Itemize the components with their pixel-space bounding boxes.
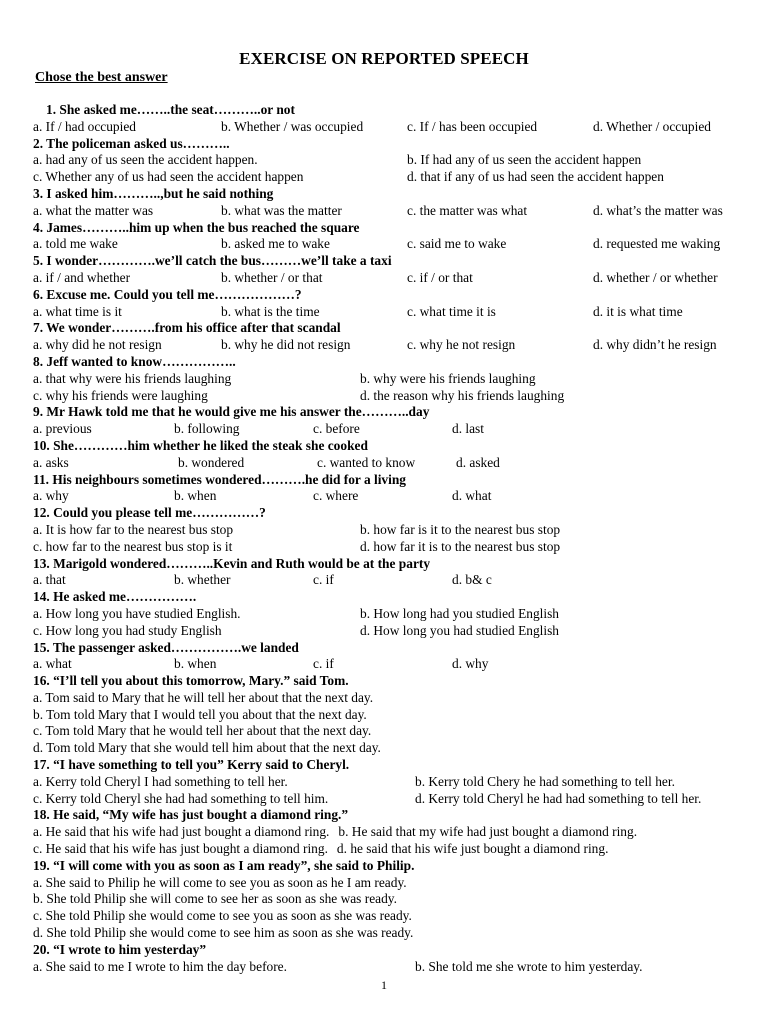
answer-row [33,455,753,472]
page-number: 1 [381,978,387,992]
answer-option: a. She said to Philip he will come to see you as soon as he I am ready. [33,874,407,890]
answer-option: b. asked me to wake [221,236,330,252]
answer-option: c. where [313,488,359,504]
answer-option: a. If / had occupied [33,118,136,134]
answer-option: c. before [313,421,360,437]
answer-row [33,388,753,405]
answer-option: a. what time is it [33,303,122,319]
answer-option: c. said me to wake [407,236,507,252]
answer-row [33,203,753,220]
answer-line [33,723,753,740]
answer-option: d. what [452,488,492,504]
answer-line [33,908,753,925]
answer-option: a. Tom said to Mary that he will tell her about that the next day. [33,689,374,705]
answer-option: b. whether [174,572,231,588]
answer-option: d. whether / or whether [593,269,718,285]
answer-option: c. why his friends were laughing [33,387,208,403]
question-16: 16. “I’ll tell you about this tomorrow, Mary.” said Tom. [33,673,349,689]
answer-option: a. She said to me I wrote to him the day before. [33,958,287,974]
question-11: 11. His neighbours sometimes wondered……….he did for a living [33,471,406,487]
question-18: 18. He said, “My wife has just bought a diamond ring.” [33,807,349,823]
answer-row [33,774,753,791]
answer-option: d. Tom told Mary that she would tell him about that the next day. [33,740,381,756]
answer-row [33,606,753,623]
answer-option: b. why were his friends laughing [360,370,536,386]
answer-option: c. if / or that [407,269,473,285]
answer-option: c. if [313,572,334,588]
page-title: EXERCISE ON REPORTED SPEECH [239,49,529,68]
answer-row [33,841,753,858]
answer-option: b. If had any of us seen the accident happen [407,152,642,168]
question-19: 19. “I will come with you as soon as I am ready”, she said to Philip. [33,857,415,873]
answer-option: b. what is the time [221,303,320,319]
answer-option: d. Whether / occupied [593,118,711,134]
answer-option: a. asks [33,454,69,470]
answer-option: d. b& c [452,572,492,588]
answer-row [33,572,753,589]
answer-row [33,656,753,673]
answer-option: b. She told me she wrote to him yesterday. [415,958,643,974]
answer-row [33,337,753,354]
answer-row [33,488,753,505]
answer-option: d. that if any of us had seen the accident happen [407,169,664,185]
question-15: 15. The passenger asked…………….we landed [33,639,299,655]
answer-option: b. when [174,656,217,672]
answer-option: b. Whether / was occupied [221,118,364,134]
answer-option: b. How long had you studied English [360,605,559,621]
answer-option: c. Kerry told Cheryl she had had something to tell him. [33,790,329,806]
answer-row [33,791,753,808]
answer-option: a. why did he not resign [33,337,162,353]
answer-option: d. it is what time [593,303,683,319]
answer-option: d. Kerry told Cheryl he had had something to tell her. [415,790,702,806]
question-10: 10. She…………him whether he liked the steak she cooked [33,437,368,453]
answer-option: b. why he did not resign [221,337,351,353]
instruction-heading: Chose the best answer [35,70,168,85]
question-14: 14. He asked me……………. [33,589,197,605]
answer-line [33,891,753,908]
answer-option: a. if / and whether [33,269,131,285]
answer-option: c. why he not resign [407,337,516,353]
answer-row [33,236,753,253]
answer-option: b. He said that my wife had just bought a diamond ring. [338,824,638,840]
question-20: 20. “I wrote to him yesterday” [33,941,207,957]
answer-option: a. that why were his friends laughing [33,370,232,386]
answer-row [33,169,753,186]
question-3: 3. I asked him………..,but he said nothing [33,185,274,201]
answer-line [33,707,753,724]
answer-option: b. how far is it to the nearest bus stop [360,521,561,537]
answer-option: a. that [33,572,66,588]
answer-option: c. wanted to know [317,454,416,470]
answer-option: a. told me wake [33,236,118,252]
answer-option: d. how far it is to the nearest bus stop [360,538,561,554]
answer-option: a. what the matter was [33,202,154,218]
answer-line [33,740,753,757]
answer-option: a. Kerry told Cheryl I had something to tell her. [33,773,288,789]
answer-option: d. he said that his wife just bought a diamond ring. [336,841,609,857]
answer-row [33,959,753,976]
answer-option: c. if [313,656,334,672]
answer-option: d. the reason why his friends laughing [360,387,565,403]
answer-option: a. had any of us seen the accident happen. [33,152,258,168]
question-12: 12. Could you please tell me……………? [33,505,266,521]
question-17: 17. “I have something to tell you” Kerry said to Cheryl. [33,757,350,773]
answer-row [33,824,753,841]
question-13: 13. Marigold wondered………..Kevin and Ruth would be at the party [33,555,431,571]
answer-option: d. last [452,421,484,437]
question-5: 5. I wonder………….we’ll catch the bus………we’ll take a taxi [33,253,392,269]
answer-line [33,690,753,707]
question-7: 7. We wonder……….from his office after that scandal [33,320,341,336]
answer-option: d. what’s the matter was [593,202,723,218]
answer-option: b. She told Philip she will come to see her as soon as she was ready. [33,891,397,907]
answer-option: a. It is how far to the nearest bus stop [33,521,234,537]
question-6: 6. Excuse me. Could you tell me………………? [33,286,302,302]
answer-option: d. why didn’t he resign [593,337,717,353]
answer-option: b. whether / or that [221,269,323,285]
question-list [33,102,753,975]
answer-option: d. why [452,656,489,672]
answer-row [33,539,753,556]
answer-row [33,522,753,539]
answer-option: c. Tom told Mary that he would tell her about that the next day. [33,723,372,739]
answer-option: a. How long you have studied English. [33,605,241,621]
answer-option: b. when [174,488,217,504]
answer-line [33,875,753,892]
answer-option: b. wondered [178,454,245,470]
answer-row [33,152,753,169]
answer-option: a. He said that his wife had just bought a diamond ring. [33,824,330,840]
answer-row [33,270,753,287]
answer-row [33,421,753,438]
answer-option: c. the matter was what [407,202,528,218]
answer-option: d. How long you had studied English [360,622,559,638]
question-8: 8. Jeff wanted to know…………….. [33,353,236,369]
question-2: 2. The policeman asked us……….. [33,135,230,151]
answer-option: d. requested me waking [593,236,721,252]
answer-option: a. why [33,488,69,504]
answer-option: c. She told Philip she would come to see you as soon as she was ready. [33,908,412,924]
answer-option: c. How long you had study English [33,622,222,638]
answer-row [33,371,753,388]
answer-option: a. previous [33,421,92,437]
answer-option: d. She told Philip she would come to see him as soon as she was ready. [33,925,414,941]
answer-option: b. what was the matter [221,202,342,218]
answer-option: b. following [174,421,240,437]
answer-row [33,119,753,136]
answer-option: c. If / has been occupied [407,118,538,134]
answer-option: b. Tom told Mary that I would tell you about that the next day. [33,706,367,722]
answer-option: c. He said that his wife has just bought a diamond ring. [33,841,328,857]
answer-option: d. asked [456,454,500,470]
answer-row [33,623,753,640]
answer-line [33,925,753,942]
question-1: 1. She asked me……..the seat………..or not [46,102,295,117]
answer-option: c. Whether any of us had seen the accident happen [33,169,304,185]
question-4: 4. James………..him up when the bus reached the square [33,219,360,235]
answer-option: c. what time it is [407,303,496,319]
answer-option: a. what [33,656,72,672]
answer-option: c. how far to the nearest bus stop is it [33,538,233,554]
answer-option: b. Kerry told Chery he had something to tell her. [415,773,675,789]
question-9: 9. Mr Hawk told me that he would give me his answer the………..day [33,404,430,420]
answer-row [33,304,753,321]
